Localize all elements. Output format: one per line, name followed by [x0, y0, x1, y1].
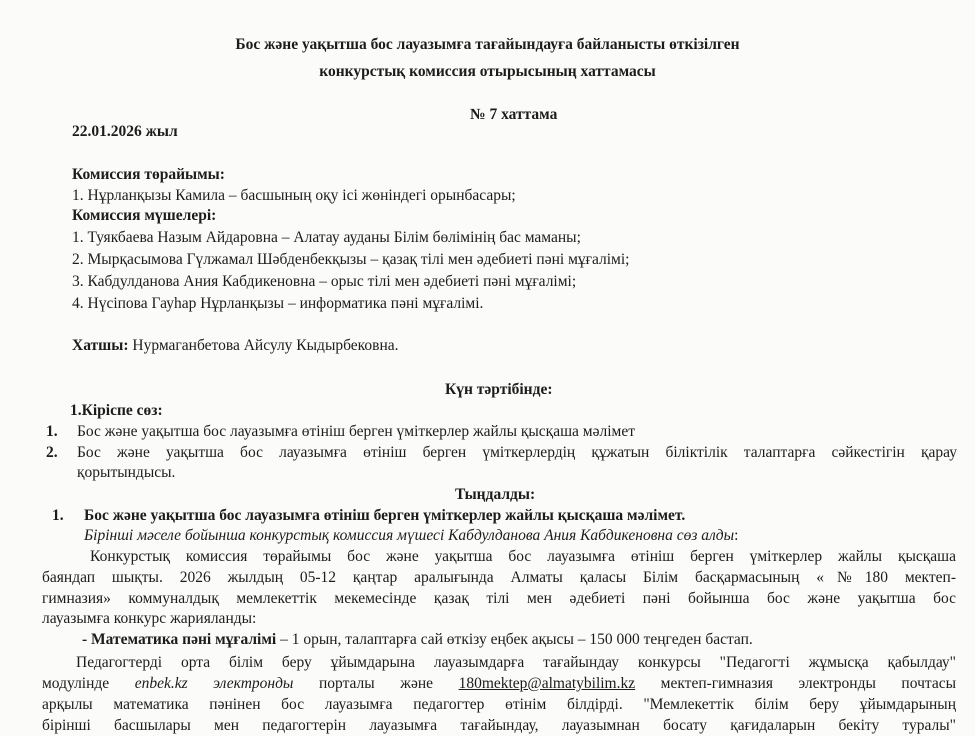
heard-point-1: Бос және уақытша бос лауазымға өтініш берген үміткерлер жайлы қысқаша мәлімет.	[84, 507, 686, 524]
member-1: 1. Туякбаева Назым Айдаровна – Алатау ауданы Білім бөлімінің бас маманы;	[72, 229, 581, 246]
para2-line4: бірінші басшылары мен педагогтерін лауазымға тағайындау, лауазымнан босату қағидаларын бекіту туралы"	[42, 717, 956, 734]
member-2: 2. Мырқасымова Гүлжамал Шәбденбекқызы – қазақ тілі мен әдебиеті пәні мұғалімі;	[72, 251, 630, 268]
vacancy-dash: -	[82, 631, 92, 648]
agenda-item-2-line1: Бос және уақытша бос лауазымға өтініш берген үміткерлердің құжатын біліктілік талаптарға сәйкестігін қарау	[77, 444, 957, 461]
vacancy-details: – 1 орын, талаптарға сай өткізу еңбек ақысы – 150 000 теңгеден бастап.	[276, 631, 753, 648]
portal-name: enbek.kz электронды	[134, 675, 294, 692]
protocol-date: 22.01.2026 жыл	[72, 123, 178, 140]
vacancy-title: Математика пәні мұғалімі	[91, 631, 277, 648]
secretary-label: Хатшы:	[72, 337, 129, 354]
speaker-colon: :	[734, 527, 739, 544]
chair-heading: Комиссия төрайымы:	[72, 166, 225, 183]
protocol-number: № 7 хаттама	[470, 106, 558, 123]
para2-line1: Педагогтерді орта білім беру ұйымдарына лауазымдарға тағайындау конкурсы "Педагогті жұмысқа қабылдау"	[76, 654, 956, 671]
member-4: 4. Нүсіпова Гауһар Нұрланқызы – информатика пәні мұғалімі.	[72, 295, 484, 312]
agenda-item-2-number: 2.	[46, 444, 58, 461]
doc-title-line1: Бос және уақытша бос лауазымға тағайындауға байланысты өткізілген	[235, 36, 740, 53]
para2-line2	[42, 674, 956, 694]
heard-point-1-number: 1.	[52, 507, 64, 524]
para1-line4: лауазымға конкурс жарияланды:	[42, 610, 257, 627]
speaker-line	[84, 526, 738, 546]
agenda-intro: 1.Кіріспе сөз:	[70, 402, 163, 419]
vacancy-line	[82, 630, 753, 650]
speaker-text: Бірінші мәселе бойынша конкурстық комиссия мүшесі Кабдулданова Ания Кабдикеновна сөз алды	[84, 527, 735, 544]
para2-portal-text: порталы және	[293, 675, 459, 692]
para1-line2: баяндап шықты. 2026 жылдың 05-12 қаңтар аралығында Алматы қаласы Білім басқармасының «№180 мектеп-	[42, 569, 956, 586]
email-link[interactable]: 180mektep@almatybilim.kz	[458, 675, 636, 692]
members-heading: Комиссия мүшелері:	[72, 207, 217, 224]
doc-title-line2: конкурстық комиссия отырысының хаттамасы	[319, 63, 656, 80]
member-3: 3. Кабдулданова Ания Кабдикеновна – орыс тілі мен әдебиеті пәні мұғалімі;	[72, 273, 577, 290]
agenda-heading: Күн тәртібінде:	[445, 381, 553, 398]
para2-module-text: модулінде	[42, 675, 135, 692]
para2-line3: арқылы математика пәнінен бос лауазымға педагогтер өтінім білдірді. "Мемлекеттік білім беру ұйымдарының	[42, 696, 956, 713]
secretary-line	[72, 336, 399, 356]
chair-entry: 1. Нұрланқызы Камила – басшының оқу ісі жөніндегі орынбасары;	[72, 187, 516, 204]
para1-line3: гимназия» коммуналдық мемлекеттік мекемесінде қазақ тілі мен әдебиеті пәні бойынша бос және уақытша бос	[42, 590, 956, 607]
agenda-item-1-number: 1.	[46, 423, 58, 440]
secretary-name: Нурмаганбетова Айсулу Кыдырбековна.	[128, 337, 399, 354]
para1-line1: Конкурстық комиссия төрайымы бос және уақытша бос лауазымға өтініш берген үміткерлер жайлы қысқаша	[90, 548, 956, 565]
agenda-item-2-line2: қорытындысы.	[77, 464, 176, 481]
agenda-item-1: Бос және уақытша бос лауазымға өтініш берген үміткерлер жайлы қысқаша мәлімет	[77, 423, 635, 440]
para2-email-text: мектеп-гимназия электронды почтасы	[635, 675, 957, 692]
heard-heading: Тыңдалды:	[455, 486, 536, 503]
